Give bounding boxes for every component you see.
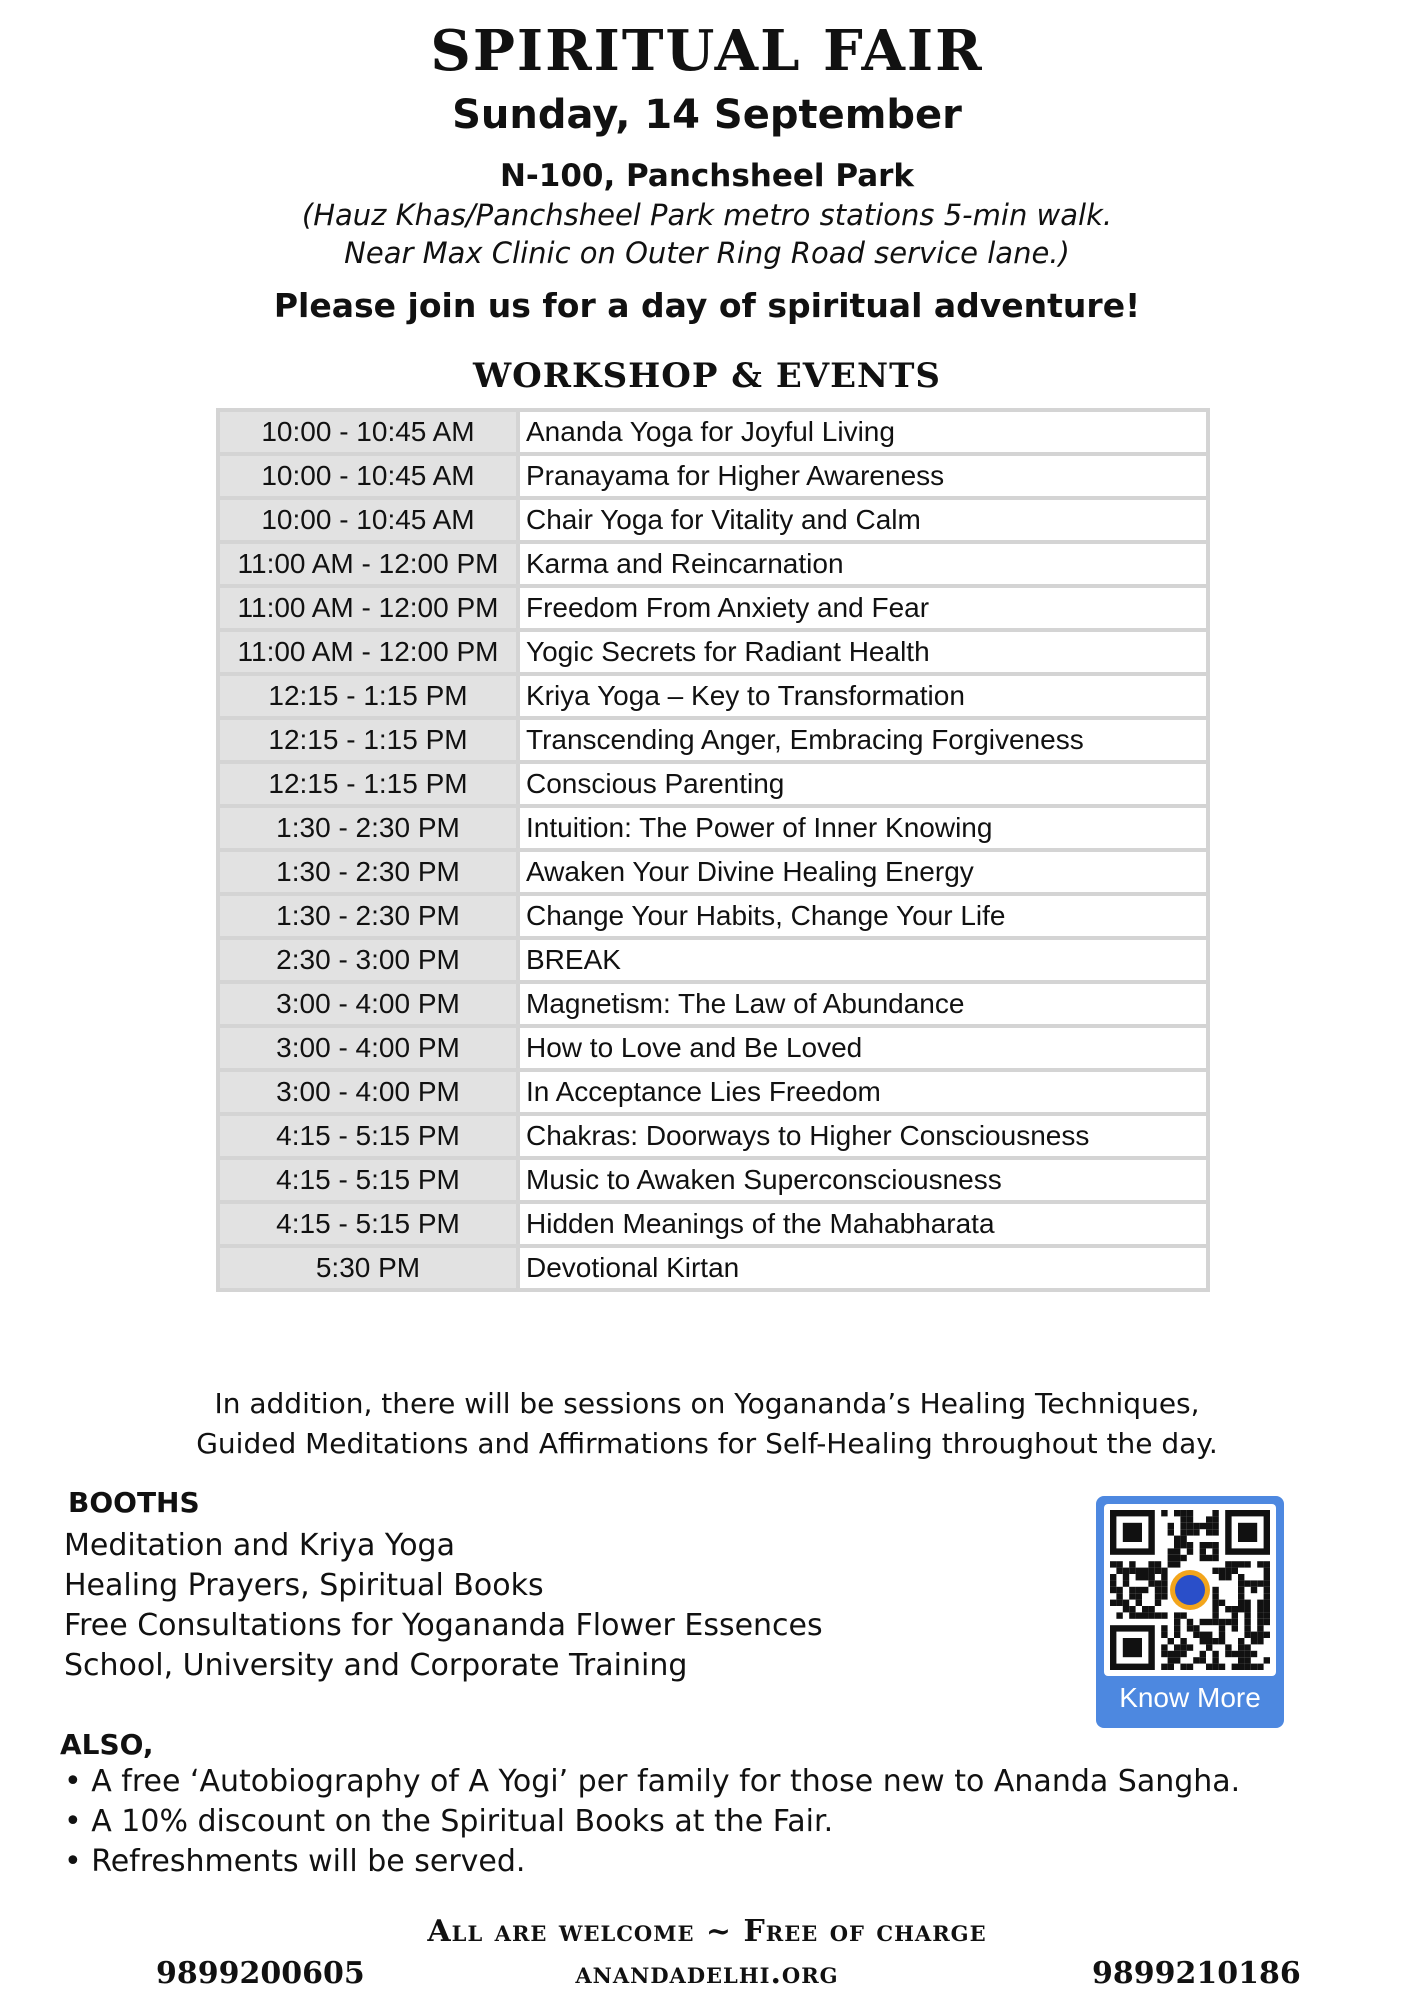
table-row <box>218 806 1208 850</box>
session-time: 3:00 - 4:00 PM <box>218 982 518 1026</box>
session-title: Awaken Your Divine Healing Energy <box>518 850 1208 894</box>
session-time: 12:15 - 1:15 PM <box>218 762 518 806</box>
list-item: Free Consultations for Yogananda Flower Essences <box>64 1608 823 1643</box>
additional-sessions-note <box>0 1384 1414 1464</box>
table-row <box>218 894 1208 938</box>
qr-code-graphic <box>1104 1504 1276 1676</box>
table-row <box>218 454 1208 498</box>
session-title: Music to Awaken Superconsciousness <box>518 1158 1208 1202</box>
list-item: School, University and Corporate Training <box>64 1648 688 1683</box>
list-item: Healing Prayers, Spiritual Books <box>64 1568 544 1603</box>
session-time: 11:00 AM - 12:00 PM <box>218 586 518 630</box>
qr-code-card[interactable] <box>1096 1496 1284 1728</box>
directions-line-2: Near Max Clinic on Outer Ring Road service lane.) <box>344 236 1070 270</box>
session-title: Hidden Meanings of the Mahabharata <box>518 1202 1208 1246</box>
invitation-text: Please join us for a day of spiritual adventure! <box>273 286 1141 325</box>
know-more-link[interactable]: Know More <box>1119 1682 1261 1713</box>
list-item: Meditation and Kriya Yoga <box>64 1528 455 1563</box>
schedule-heading: WORKSHOP & EVENTS <box>473 356 941 396</box>
session-title: Freedom From Anxiety and Fear <box>518 586 1208 630</box>
session-title: Ananda Yoga for Joyful Living <box>518 410 1208 454</box>
session-title: Devotional Kirtan <box>518 1246 1208 1290</box>
session-time: 3:00 - 4:00 PM <box>218 1026 518 1070</box>
booths-list <box>64 1526 823 1686</box>
table-row <box>218 1026 1208 1070</box>
table-row <box>218 586 1208 630</box>
also-list <box>64 1762 1240 1882</box>
table-row <box>218 762 1208 806</box>
list-item: • Refreshments will be served. <box>64 1844 526 1879</box>
session-time: 12:15 - 1:15 PM <box>218 674 518 718</box>
session-time: 5:30 PM <box>218 1246 518 1290</box>
table-row <box>218 718 1208 762</box>
session-time: 10:00 - 10:45 AM <box>218 498 518 542</box>
session-time: 11:00 AM - 12:00 PM <box>218 630 518 674</box>
addition-line-2: Guided Meditations and Affirmations for Self-Healing throughout the day. <box>196 1427 1218 1460</box>
table-row <box>218 1246 1208 1290</box>
table-row <box>218 498 1208 542</box>
session-title: Transcending Anger, Embracing Forgiveness <box>518 718 1208 762</box>
table-row <box>218 938 1208 982</box>
session-title: Yogic Secrets for Radiant Health <box>518 630 1208 674</box>
session-time: 4:15 - 5:15 PM <box>218 1158 518 1202</box>
table-row <box>218 1114 1208 1158</box>
table-row <box>218 410 1208 454</box>
fair-title: SPIRITUAL FAIR <box>430 18 984 84</box>
session-title: Karma and Reincarnation <box>518 542 1208 586</box>
session-time: 4:15 - 5:15 PM <box>218 1202 518 1246</box>
table-row <box>218 674 1208 718</box>
session-title: Change Your Habits, Change Your Life <box>518 894 1208 938</box>
schedule-table <box>216 408 1210 1292</box>
booths-heading: BOOTHS <box>68 1486 200 1519</box>
table-row <box>218 982 1208 1026</box>
website-link[interactable]: anandadelhi.org <box>575 1956 839 1991</box>
table-row <box>218 1070 1208 1114</box>
session-title: BREAK <box>518 938 1208 982</box>
qr-code-icon[interactable] <box>1104 1504 1276 1676</box>
session-title: Chair Yoga for Vitality and Calm <box>518 498 1208 542</box>
session-time: 1:30 - 2:30 PM <box>218 806 518 850</box>
welcome-tagline: All are welcome ~ Free of charge <box>427 1914 987 1949</box>
session-title: Pranayama for Higher Awareness <box>518 454 1208 498</box>
phone-number-right[interactable]: 9899210186 <box>1092 1956 1301 1991</box>
table-row <box>218 850 1208 894</box>
session-time: 10:00 - 10:45 AM <box>218 454 518 498</box>
table-row <box>218 1158 1208 1202</box>
session-title: Conscious Parenting <box>518 762 1208 806</box>
table-row <box>218 542 1208 586</box>
table-row <box>218 1202 1208 1246</box>
session-title: Magnetism: The Law of Abundance <box>518 982 1208 1026</box>
schedule-body <box>218 410 1208 1290</box>
fair-date: Sunday, 14 September <box>452 92 962 138</box>
also-heading: ALSO, <box>60 1728 154 1761</box>
session-title: How to Love and Be Loved <box>518 1026 1208 1070</box>
session-title: In Acceptance Lies Freedom <box>518 1070 1208 1114</box>
session-time: 1:30 - 2:30 PM <box>218 894 518 938</box>
session-time: 3:00 - 4:00 PM <box>218 1070 518 1114</box>
list-item: • A free ‘Autobiography of A Yogi’ per family for those new to Ananda Sangha. <box>64 1764 1241 1799</box>
directions <box>0 196 1414 272</box>
session-time: 4:15 - 5:15 PM <box>218 1114 518 1158</box>
addition-line-1: In addition, there will be sessions on Yogananda’s Healing Techniques, <box>214 1387 1200 1420</box>
session-time: 1:30 - 2:30 PM <box>218 850 518 894</box>
venue-address: N-100, Panchsheel Park <box>499 158 915 194</box>
session-title: Intuition: The Power of Inner Knowing <box>518 806 1208 850</box>
phone-number-left[interactable]: 9899200605 <box>156 1956 365 1991</box>
session-time: 10:00 - 10:45 AM <box>218 410 518 454</box>
session-time: 12:15 - 1:15 PM <box>218 718 518 762</box>
session-title: Chakras: Doorways to Higher Consciousness <box>518 1114 1208 1158</box>
session-time: 11:00 AM - 12:00 PM <box>218 542 518 586</box>
list-item: • A 10% discount on the Spiritual Books at the Fair. <box>64 1804 834 1839</box>
session-title: Kriya Yoga – Key to Transformation <box>518 674 1208 718</box>
session-time: 2:30 - 3:00 PM <box>218 938 518 982</box>
directions-line-1: (Hauz Khas/Panchsheel Park metro stations 5-min walk. <box>301 198 1113 232</box>
table-row <box>218 630 1208 674</box>
